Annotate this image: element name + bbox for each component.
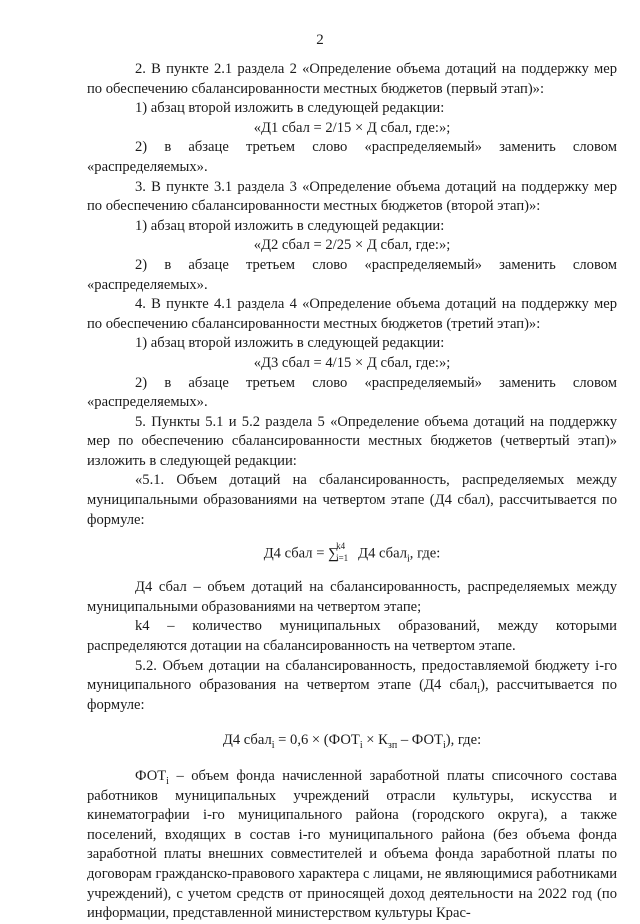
subscript-i: i (477, 685, 481, 697)
sigma-glyph: ∑ (328, 546, 339, 563)
page-number: 2 (316, 32, 324, 48)
formula-subscript: i (271, 740, 275, 752)
formula-part: × К (362, 732, 388, 749)
sum-upper-limit: k4 (336, 541, 346, 552)
formula-subscript: i (406, 553, 410, 565)
paragraph-5-2-text-end: ), рассчитывается по формуле: (87, 677, 617, 713)
definition-fot (87, 767, 617, 924)
formula-part: Д4 сбал (222, 732, 272, 749)
formula-part: = 0,6 × (ФОТ (274, 732, 360, 749)
formula-tail: , где: (409, 545, 441, 562)
section-3-item-2: 2) в абзаце третьем слово «распределяемый» заменить словом «распределяемых». (87, 256, 617, 293)
section-2-item-1: 1) абзац второй изложить в следующей редакции: (135, 100, 445, 117)
spacer (87, 564, 617, 578)
definition-k4: k4 – количество муниципальных образований, между которыми распределяются дотации на сбалансированность на четвертом этапе. (87, 618, 617, 655)
section-4-item-1: 1) абзац второй изложить в следующей редакции: (135, 335, 445, 352)
section-2-formula: «Д1 сбал = 2/15 × Д сбал, где:»; (253, 119, 451, 136)
summation-symbol (328, 541, 358, 564)
formula-subscript: зп (387, 740, 398, 752)
fot-subscript: i (166, 775, 169, 787)
formula-d4-i (87, 731, 617, 751)
section-4-formula: «Д3 сбал = 4/15 × Д сбал, где:»; (253, 354, 451, 371)
formula-part: – ФОТ (397, 732, 443, 749)
formula-term: Д4 сбал (358, 545, 407, 562)
section-4-intro: 4. В пункте 4.1 раздела 4 «Определение объема дотаций на поддержку мер по обеспечению сбалансированности местных бюджетов (третий этап)»: (87, 296, 617, 332)
spacer (87, 530, 617, 544)
section-3-item-1: 1) абзац второй изложить в следующей редакции: (135, 217, 445, 234)
section-3-formula: «Д2 сбал = 2/25 × Д сбал, где:»; (253, 237, 451, 254)
section-2-intro: 2. В пункте 2.1 раздела 2 «Определение объема дотаций на поддержку мер по обеспечению сбалансированности местных бюджетов (первый этап)»: (87, 61, 617, 97)
section-5-intro: 5. Пункты 5.1 и 5.2 раздела 5 «Определение объема дотаций на поддержку мер по обеспечению сбалансированности местных бюджетов (четвертый этап)» изложить в следующей редакции: (87, 413, 617, 469)
fot-label: ФОТ (135, 768, 167, 784)
section-4-item-2: 2) в абзаце третьем слово «распределяемый» заменить словом «распределяемых». (87, 374, 617, 411)
spacer (87, 751, 617, 767)
formula-lhs: Д4 сбал = (263, 545, 329, 562)
section-3-intro: 3. В пункте 3.1 раздела 3 «Определение объема дотаций на поддержку мер по обеспечению сбалансированности местных бюджетов (второй этап)»: (87, 178, 617, 215)
section-2-item-2: 2) в абзаце третьем слово «распределяемый» заменить словом «распределяемых». (87, 139, 617, 175)
formula-part: ), где: (445, 732, 482, 749)
spacer (87, 715, 617, 731)
document-body (87, 60, 617, 924)
formula-subscript: i (359, 740, 363, 752)
definition-d4: Д4 сбал – объем дотаций на сбалансированность, распределяемых между муниципальными образованиями на четвертом этапе; (87, 579, 617, 615)
paragraph-5-2 (87, 657, 617, 716)
fot-definition-text: – объем фонда начисленной заработной платы списочного состава работников муниципальных учреждений отрасли культуры, искусства и кинематографии i-го муниципального района (городского округа), а также поселений, входящих в состав i-го муниципального района (без объема фонда заработной платы внешних совместителей и объема фонда заработной платы по договорам гражданско-правового характера с лицами, не являющимися работниками учреждений), с учетом средств от приносящей доход деятельности на 2022 год (по информации, представленной министерством культуры Крас- (87, 768, 617, 922)
formula-d4-total (87, 541, 617, 565)
formula-subscript: i (442, 740, 446, 752)
paragraph-5-1: «5.1. Объем дотаций на сбалансированность, распределяемых между муниципальными образованиями на четвертом этапе (Д4 сбал), рассчитывается по формуле: (87, 472, 617, 528)
sum-lower-limit: i=1 (336, 553, 349, 564)
paragraph-5-2-text: 5.2. Объем дотации на сбалансированность, предоставляемой бюджету i-го муниципального образования на четвертом этапе (Д4 сбал (87, 657, 617, 694)
